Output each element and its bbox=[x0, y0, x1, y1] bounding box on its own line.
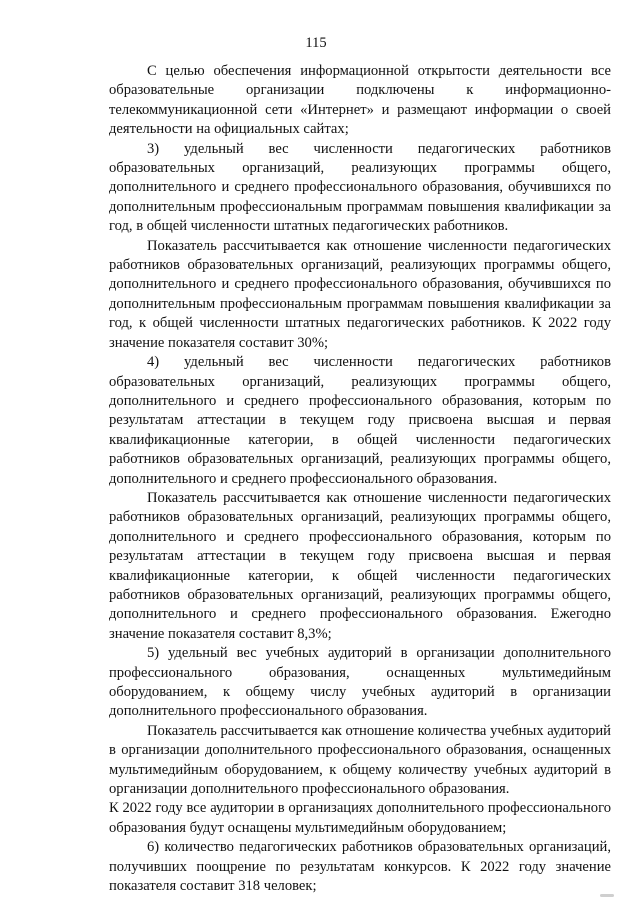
paragraph-indicator-5: 5) удельный вес учебных аудиторий в организации дополнительного профессионального образования, оснащенных мультимедийным оборудованием, к общему числу учебных аудиторий в организации дополнительного профессионального образования. bbox=[109, 645, 611, 720]
page-number: 115 bbox=[305, 35, 327, 51]
paragraph-indicator-4: 4) удельный вес численности педагогических работников образовательных организаций, реализующих программы общего, дополнительного и среднего профессионального образования, которым по результатам аттестации в текущем году присвоена высшая и первая квалификационные категории, в общей численности педагогических работников образовательных организаций, реализующих программы общего, дополнительного и среднего профессионального образования. bbox=[109, 354, 611, 487]
paragraph-indicator-5-target: К 2022 году все аудитории в организациях дополнительного профессионального образования будут оснащены мультимедийным оборудованием; bbox=[109, 800, 611, 836]
paragraph-indicator-3-calculation: Показатель рассчитывается как отношение численности педагогических работников образовательных организаций, реализующих программы общего, дополнительного и среднего профессионального образования, обучившихся по дополнительным профессиональным программам повышения квалификации за год, к общей численности штатных педагогических работников. К 2022 году значение показателя составит 30%; bbox=[109, 237, 611, 351]
paragraph-indicator-6: 6) количество педагогических работников образовательных организаций, получивших поощрение по результатам конкурсов. К 2022 году значение показателя составит 318 человек; bbox=[109, 839, 611, 895]
paragraph-indicator-4-calculation: Показатель рассчитывается как отношение численности педагогических работников образовательных организаций, реализующих программы общего, дополнительного и среднего профессионального образования, которым по результатам аттестации в текущем году присвоена высшая и первая квалификационные категории, к общей численности педагогических работников образовательных организаций, реализующих программы общего, дополнительного и среднего профессионального образования. Ежегодно значение показателя составит 8,3%; bbox=[109, 489, 611, 642]
paragraph-indicator-3: 3) удельный вес численности педагогических работников образовательных организаций, реализующих программы общего, дополнительного и среднего профессионального образования, обучившихся по дополнительным профессиональным программам повышения квалификации за год, в общей численности штатных педагогических работников. bbox=[109, 140, 611, 235]
document-body bbox=[109, 62, 611, 896]
paragraph-indicator-5-calculation: Показатель рассчитывается как отношение количества учебных аудиторий в организации дополнительного профессионального образования, оснащенных мультимедийным оборудованием, к общему количеству учебных аудиторий в организации дополнительного профессионального образования. bbox=[109, 722, 611, 798]
scan-mark bbox=[600, 894, 614, 897]
paragraph-openness: С целью обеспечения информационной открытости деятельности все образовательные организации подключены к информационно-телекоммуникационной сети «Интернет» и размещают информации о своей деятельности на официальных сайтах; bbox=[109, 63, 611, 138]
